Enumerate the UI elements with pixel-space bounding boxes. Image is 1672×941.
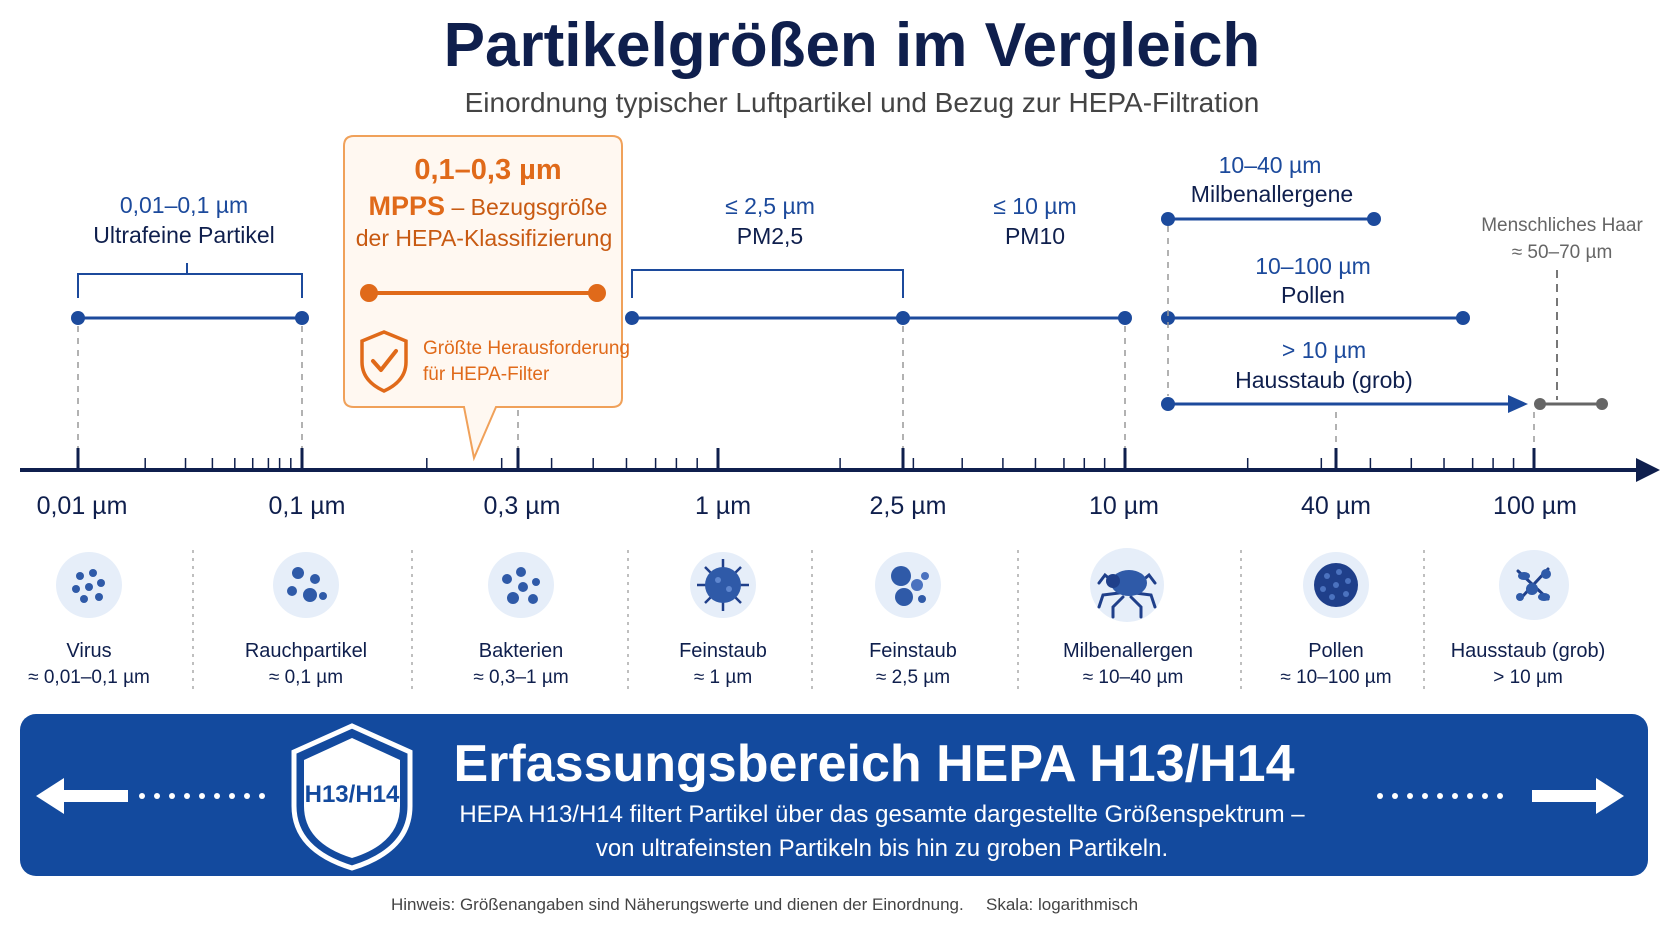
size-axis	[20, 448, 1660, 520]
axis-tick-label: 40 µm	[1301, 492, 1371, 520]
particle-name: Feinstaub	[679, 640, 767, 662]
mite-end-dot	[1367, 212, 1381, 226]
particle-name: Milbenallergen	[1062, 640, 1194, 662]
pollen-icon	[1303, 552, 1369, 618]
particle-name: Feinstaub	[869, 640, 957, 662]
fine-dust-cluster-icon	[875, 552, 941, 618]
particle-name: Pollen	[1308, 640, 1364, 662]
pm10-size: ≤ 10 µm	[993, 193, 1077, 219]
pm10-label: PM10	[1004, 223, 1066, 249]
footer-scale-label: Skala:	[986, 895, 1034, 914]
pm25-bracket	[632, 270, 903, 298]
pm10-end-dot	[1118, 311, 1132, 325]
pm25-label: PM2,5	[736, 223, 804, 249]
axis-tick-label: 100 µm	[1493, 492, 1577, 520]
pm25-size: ≤ 2,5 µm	[725, 193, 815, 219]
ultrafine-range	[71, 192, 309, 325]
mpps-challenge-line1: Größte Herausforderung	[423, 338, 630, 359]
dust-mite-icon	[1090, 548, 1164, 622]
mpps-start-dot	[360, 284, 378, 302]
pollen-label: Pollen	[1281, 282, 1345, 308]
footer-scale	[986, 895, 1138, 914]
particle-size: ≈ 0,1 µm	[268, 667, 344, 688]
hepa-band-title: Erfassungsbereich HEPA H13/H14	[453, 735, 1295, 793]
page-subtitle: Einordnung typischer Luftpartikel und Bezug zur HEPA-Filtration	[464, 87, 1260, 118]
ultrafine-bracket	[78, 263, 302, 298]
ultrafine-start-dot	[71, 311, 85, 325]
page-title: Partikelgrößen im Vergleich	[443, 11, 1261, 80]
mpps-desc-line2: der HEPA-Klassifizierung	[355, 225, 613, 251]
axis-tick-label: 0,01 µm	[36, 492, 128, 520]
pollen-end-dot	[1456, 311, 1470, 325]
pm-ranges	[625, 193, 1132, 325]
hepa-shield-label: H13/H14	[304, 781, 400, 808]
mpps-desc-line1: – Bezugsgröße	[445, 194, 608, 220]
axis-major-ticks	[78, 448, 1534, 470]
hepa-band	[20, 714, 1648, 876]
ultrafine-end-dot	[295, 311, 309, 325]
fine-dust-spiky-icon	[690, 552, 756, 618]
particle-size: ≈ 2,5 µm	[875, 667, 951, 688]
particle-name: Virus	[66, 640, 112, 662]
particle-name: Hausstaub (grob)	[1450, 640, 1606, 662]
mpps-name: MPPS	[368, 191, 446, 221]
mpps-line1	[369, 191, 608, 221]
hepa-shield-icon	[294, 726, 410, 868]
particle-name: Rauchpartikel	[244, 640, 368, 662]
bacteria-icon	[488, 552, 554, 618]
mpps-challenge-line2: für HEPA-Filter	[423, 364, 550, 385]
dust-label: Hausstaub (grob)	[1235, 367, 1413, 393]
axis-tick-label: 1 µm	[694, 492, 752, 520]
axis-tick-label: 10 µm	[1089, 492, 1159, 520]
dust-start-dot	[1161, 397, 1175, 411]
pm25-end-dot	[896, 311, 910, 325]
hepa-band-line2: von ultrafeinsten Partikeln bis hin zu groben Partikeln.	[595, 835, 1169, 862]
particle-labels	[28, 640, 1605, 688]
axis-tick-label: 2,5 µm	[869, 492, 947, 520]
hepa-band-line1: HEPA H13/H14 filtert Partikel über das gesamte dargestellte Größenspektrum –	[459, 801, 1305, 828]
dust-arrow-head	[1508, 395, 1528, 413]
pm-start-dot	[625, 311, 639, 325]
dust-size: > 10 µm	[1281, 337, 1367, 363]
hair-start-dot	[1534, 398, 1546, 410]
hair-end-dot	[1596, 398, 1608, 410]
footer-scale-value: logarithmisch	[1037, 895, 1139, 914]
mite-label: Milbenallergene	[1190, 181, 1354, 207]
ultrafine-size: 0,01–0,1 µm	[119, 192, 249, 218]
particle-size: ≈ 10–100 µm	[1280, 667, 1392, 688]
particle-size: > 10 µm	[1493, 667, 1563, 688]
axis-tick-label: 0,1 µm	[268, 492, 346, 520]
hair-size: ≈ 50–70 µm	[1511, 242, 1613, 263]
column-separators	[193, 550, 1424, 690]
coarse-ranges	[1161, 152, 1528, 413]
mite-start-dot	[1161, 212, 1175, 226]
particle-name: Bakterien	[478, 640, 564, 662]
human-hair-marker	[1481, 215, 1643, 410]
ultrafine-label: Ultrafeine Partikel	[93, 222, 275, 248]
axis-tick-labels	[37, 492, 1577, 520]
footer-note: Hinweis: Größenangaben sind Näherungswerte und dienen der Einordnung.	[391, 895, 964, 914]
particle-size: ≈ 10–40 µm	[1082, 667, 1184, 688]
axis-tick-label: 0,3 µm	[483, 492, 561, 520]
pollen-size: 10–100 µm	[1255, 253, 1371, 279]
mite-size: 10–40 µm	[1218, 152, 1322, 178]
particle-size: ≈ 1 µm	[693, 667, 753, 688]
particle-size: ≈ 0,3–1 µm	[473, 667, 569, 688]
virus-dots-icon	[56, 552, 122, 618]
particle-size: ≈ 0,01–0,1 µm	[28, 667, 150, 688]
smoke-particles-icon	[273, 552, 339, 618]
hair-label: Menschliches Haar	[1481, 215, 1643, 236]
mpps-end-dot	[588, 284, 606, 302]
mpps-size: 0,1–0,3 µm	[414, 154, 562, 186]
coarse-dust-icon	[1499, 550, 1569, 620]
mpps-callout	[344, 136, 630, 458]
axis-arrow-head	[1636, 458, 1660, 482]
